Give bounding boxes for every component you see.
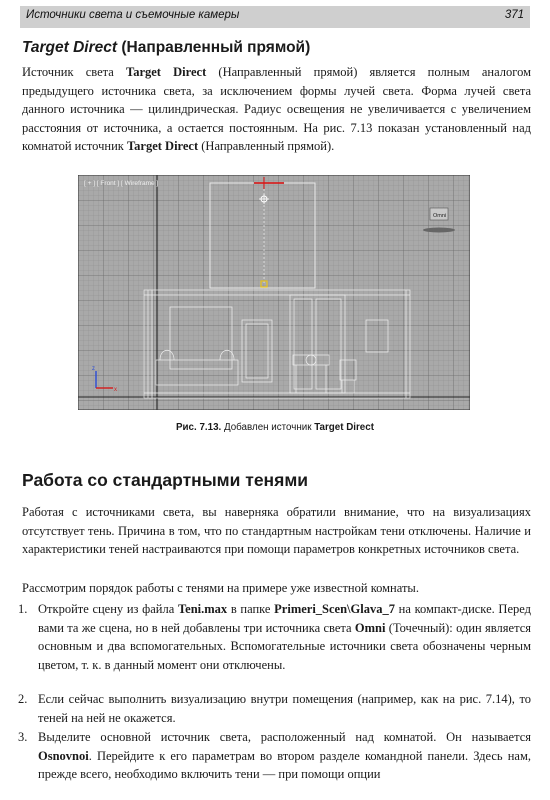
bold-term: Osnovnoi <box>38 748 89 763</box>
bold-term: Target Direct <box>126 139 199 154</box>
list-item-2 <box>18 690 531 727</box>
figure-caption <box>0 422 550 433</box>
list-number: 1. <box>18 602 28 616</box>
list-number: 3. <box>18 730 28 744</box>
svg-text:x: x <box>114 387 117 393</box>
caption-bold-term: Target Direct <box>314 422 374 433</box>
svg-text:z: z <box>92 366 95 372</box>
text-run: в папке <box>227 602 275 616</box>
paragraph-shadows-procedure <box>22 579 531 598</box>
bold-term: Primeri_Scen\Glava_7 <box>274 602 395 616</box>
text-run: на компакт-диске. Перед вами та же сцена, но в ней добавлены три источника света <box>38 602 531 635</box>
text-run: Откройте сцену из файла <box>38 602 178 616</box>
section-heading-shadows: Работа со стандартными тенями <box>22 470 309 490</box>
bold-term: Omni <box>354 620 386 635</box>
list-item-1 <box>18 600 531 674</box>
caption-text: Добавлен источник <box>221 422 315 433</box>
text-run: . Перейдите к его параметрам во втором разделе командной панели. Здесь нам, прежде всего, необходимо включить тени — при помощи опции <box>38 748 531 782</box>
list-item-3 <box>18 728 531 784</box>
running-head <box>20 6 530 28</box>
list-item-text <box>38 728 531 784</box>
text-run: Работая с источниками света, вы наверняка обратили внимание, что на визуализациях отсутствует тень. Причина в том, что по стандартным настройкам тени отключены. Наличие и характеристики теней настраиваются при помощи параметров конкретных источников света. <box>22 505 531 557</box>
list-number: 2. <box>18 692 28 706</box>
page-number: 371 <box>504 9 524 21</box>
section-heading-target-direct <box>22 39 310 57</box>
omni-light-label: Omni <box>433 213 447 219</box>
text-run: (Направленный прямой) является полным аналогом предыдущего источника света, за исключением формы лучей света. Форма лучей света данного источника — цилиндрическая. Радиус освещения не увеличивается с увеличением расстояния от источника, а остается постоянным. На рис. 7.13 показан установленный над комнатой источник <box>22 65 531 154</box>
caption-prefix: Рис. 7.13. <box>176 422 222 433</box>
figure-viewport <box>78 175 470 410</box>
text-run: (Точечный): один является основным и два вспомогательных. Вспомогательные источники света обозначены черным цветом, т. к. в данный момент они отключены. <box>38 620 531 672</box>
text-run: Если сейчас выполнить визуализацию внутри помещения (например, как на рис. 7.14), то теней на ней не окажется. <box>38 692 531 725</box>
text-run: Выделите основной источник света, расположенный над комнатой. Он называется <box>38 730 531 744</box>
bold-term: Teni.max <box>177 602 228 616</box>
heading-term: Target Direct <box>22 39 118 56</box>
viewport-label: [ + ] [ Front ] [ Wireframe ] <box>84 180 159 187</box>
viewport-grid <box>78 175 470 410</box>
text-run: Источник света <box>22 65 127 79</box>
list-item-text <box>38 690 531 727</box>
running-head-title: Источники света и съемочные камеры <box>26 9 240 21</box>
text-run: (Направленный прямой). <box>198 139 335 154</box>
bold-term: Target Direct <box>126 65 207 79</box>
paragraph-shadows-intro <box>22 503 531 559</box>
viewport-wireframe-image <box>78 175 470 410</box>
heading-translation: (Направленный прямой) <box>117 39 311 56</box>
paragraph-target-direct <box>22 63 531 156</box>
text-run: Рассмотрим порядок работы с тенями на примере уже известной комнаты. <box>22 581 419 595</box>
list-item-text <box>38 600 531 674</box>
